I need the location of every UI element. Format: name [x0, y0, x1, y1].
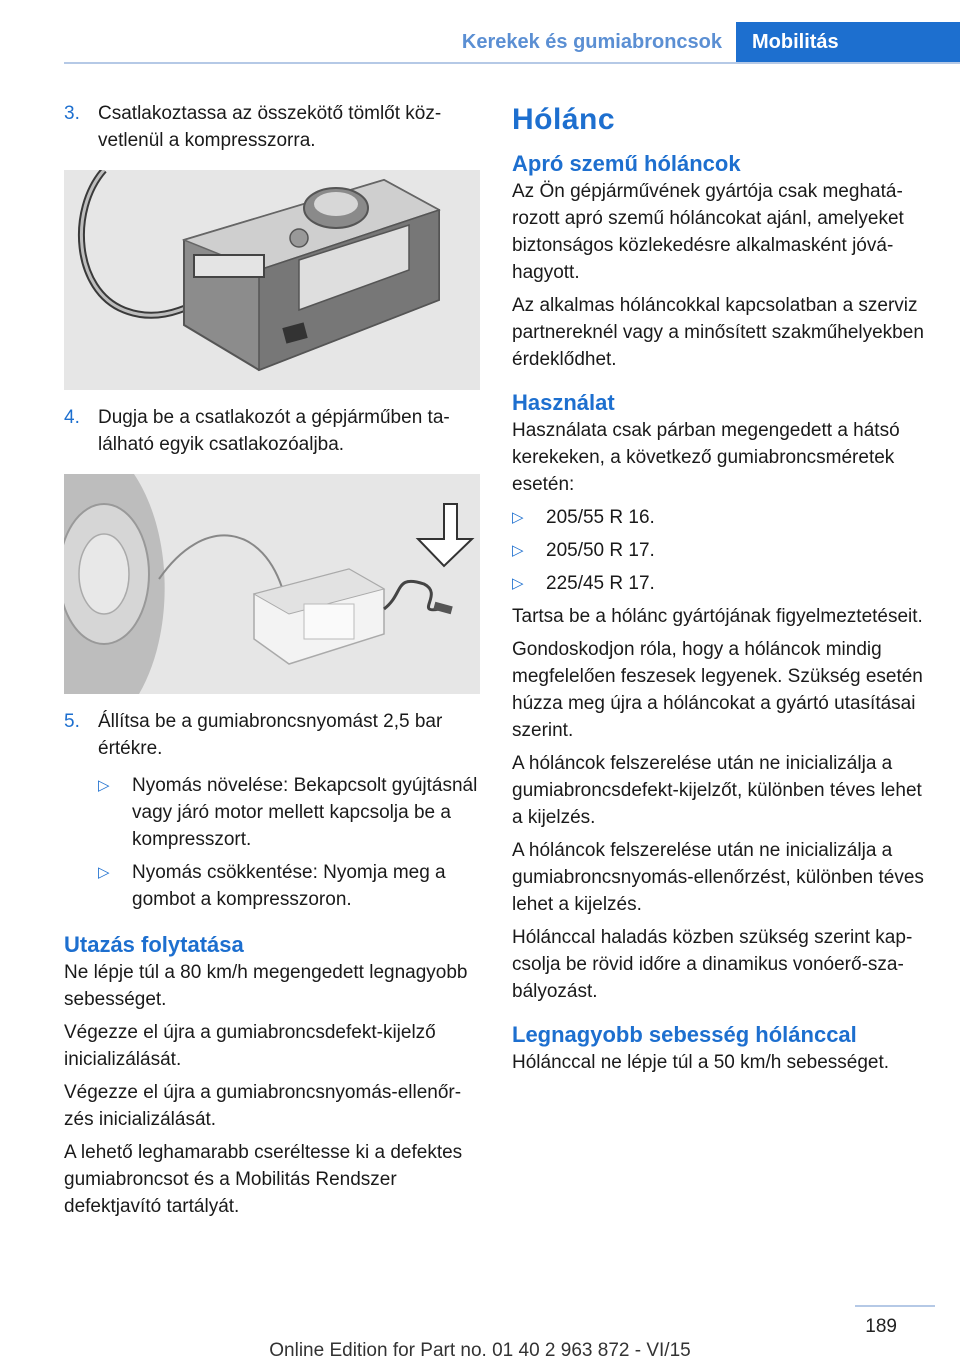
continue-heading: Utazás folytatása: [64, 932, 244, 957]
paragraph: Gondoskodjon róla, hogy a hóláncok mindig megfelelően feszesek legyenek. Szükség esetén húzza meg újra a hóláncokat a gyártó utasításai szerint.: [512, 639, 923, 741]
plug-socket-drawing: [64, 474, 480, 694]
tire-size-item: [512, 570, 932, 597]
right-column: [512, 100, 932, 1082]
fine-chains-heading: Apró szemű hóláncok: [512, 151, 741, 176]
page-title: Hólánc: [512, 103, 616, 136]
paragraph: Hólánccal ne lépje túl a 50 km/h sebességet.: [512, 1052, 890, 1073]
edition-footer: Online Edition for Part no. 01 40 2 963 872 - VI/15: [269, 1340, 691, 1361]
sub-item: [98, 859, 480, 913]
triangle-bullet-icon: ▷: [98, 777, 110, 794]
step-text: Csatlakoztassa az összekötő tömlőt közvetlenül a kompresszorra.: [98, 103, 442, 151]
step-text: Állítsa be a gumiabroncsnyomást 2,5 bar értékre.: [98, 711, 443, 759]
step-number: 3.: [64, 103, 80, 124]
tire-size-text: 225/45 R 17.: [546, 573, 655, 594]
paragraph: Ne lépje túl a 80 km/h megengedett legnagyobb sebességet.: [64, 962, 468, 1010]
paragraph: Végezze el újra a gumiabroncsnyomás-ellenőrzés inicializálását.: [64, 1082, 462, 1130]
step-text: Dugja be a csatlakozót a gépjárműben található egyik csatlakozóaljba.: [98, 407, 450, 455]
paragraph: Végezze el újra a gumiabroncsdefekt-kijelző inicializálását.: [64, 1022, 436, 1070]
triangle-bullet-icon: ▷: [98, 864, 110, 881]
compressor-hose-illustration: [64, 170, 480, 390]
paragraph: Tartsa be a hólánc gyártójának figyelmeztetéseit.: [512, 606, 923, 627]
triangle-bullet-icon: ▷: [512, 575, 524, 592]
tire-size-item: [512, 504, 932, 531]
footer-divider: [855, 1305, 935, 1307]
step-5-sublist: [64, 772, 480, 913]
chapter-tab: Mobilitás: [736, 22, 960, 62]
step-number: 5.: [64, 711, 80, 732]
plug-socket-illustration: [64, 474, 480, 694]
triangle-bullet-icon: ▷: [512, 509, 524, 526]
tire-size-text: 205/50 R 17.: [546, 540, 655, 561]
sub-item-text: Nyomás csökkentése: Nyomja meg a gombot a kompresszoron.: [132, 862, 446, 910]
paragraph: A hóláncok felszerelése után ne inicializálja a gumiabroncsnyomás-ellenőrzést, különben téves lehet a kijelzés.: [512, 840, 924, 915]
paragraph: Hólánccal haladás közben szükség szerint kapcsolja be rövid időre a dinamikus vonóerő-szabályozást.: [512, 927, 913, 1002]
sub-item-text: Nyomás növelése: Bekapcsolt gyújtásnál vagy járó motor mellett kapcsolja be a kompresszort.: [132, 775, 478, 850]
page-number: 189: [865, 1316, 897, 1337]
step-3: [64, 100, 480, 154]
usage-heading: Használat: [512, 390, 615, 415]
paragraph: A lehető leghamarabb cseréltesse ki a defektes gumiabroncsot és a Mobilitás Rendszer defektjavító tartályát.: [64, 1142, 463, 1217]
tire-size-item: [512, 537, 932, 564]
page-header: [64, 22, 960, 62]
section-title: Kerekek és gumiabroncsok: [461, 31, 722, 53]
sub-item: [98, 772, 480, 853]
triangle-bullet-icon: ▷: [512, 542, 524, 559]
max-speed-heading: Legnagyobb sebesség hólánccal: [512, 1022, 857, 1047]
paragraph: A hóláncok felszerelése után ne inicializálja a gumiabroncsdefekt-kijelzőt, különben téves lehet a kijelzés.: [512, 753, 922, 828]
paragraph: Használata csak párban megengedett a hátsó kerekeken, a következő gumiabroncsméretek esetén:: [512, 420, 900, 495]
paragraph: Az alkalmas hóláncokkal kapcsolatban a szerviz partnereknél vagy a minősített szakműhelyekben érdeklődhet.: [512, 295, 924, 370]
compressor-hose-drawing: [64, 170, 480, 390]
tire-size-text: 205/55 R 16.: [546, 507, 655, 528]
header-divider: [64, 62, 960, 64]
step-5: [64, 708, 480, 762]
step-4: [64, 404, 480, 458]
step-number: 4.: [64, 407, 80, 428]
paragraph: Az Ön gépjárművének gyártója csak meghatározott apró szemű hóláncokat ajánl, amelyeket biztonságos közlekedésre alkalmasként jóváhagyott.: [512, 181, 904, 283]
left-column: [64, 100, 480, 1226]
